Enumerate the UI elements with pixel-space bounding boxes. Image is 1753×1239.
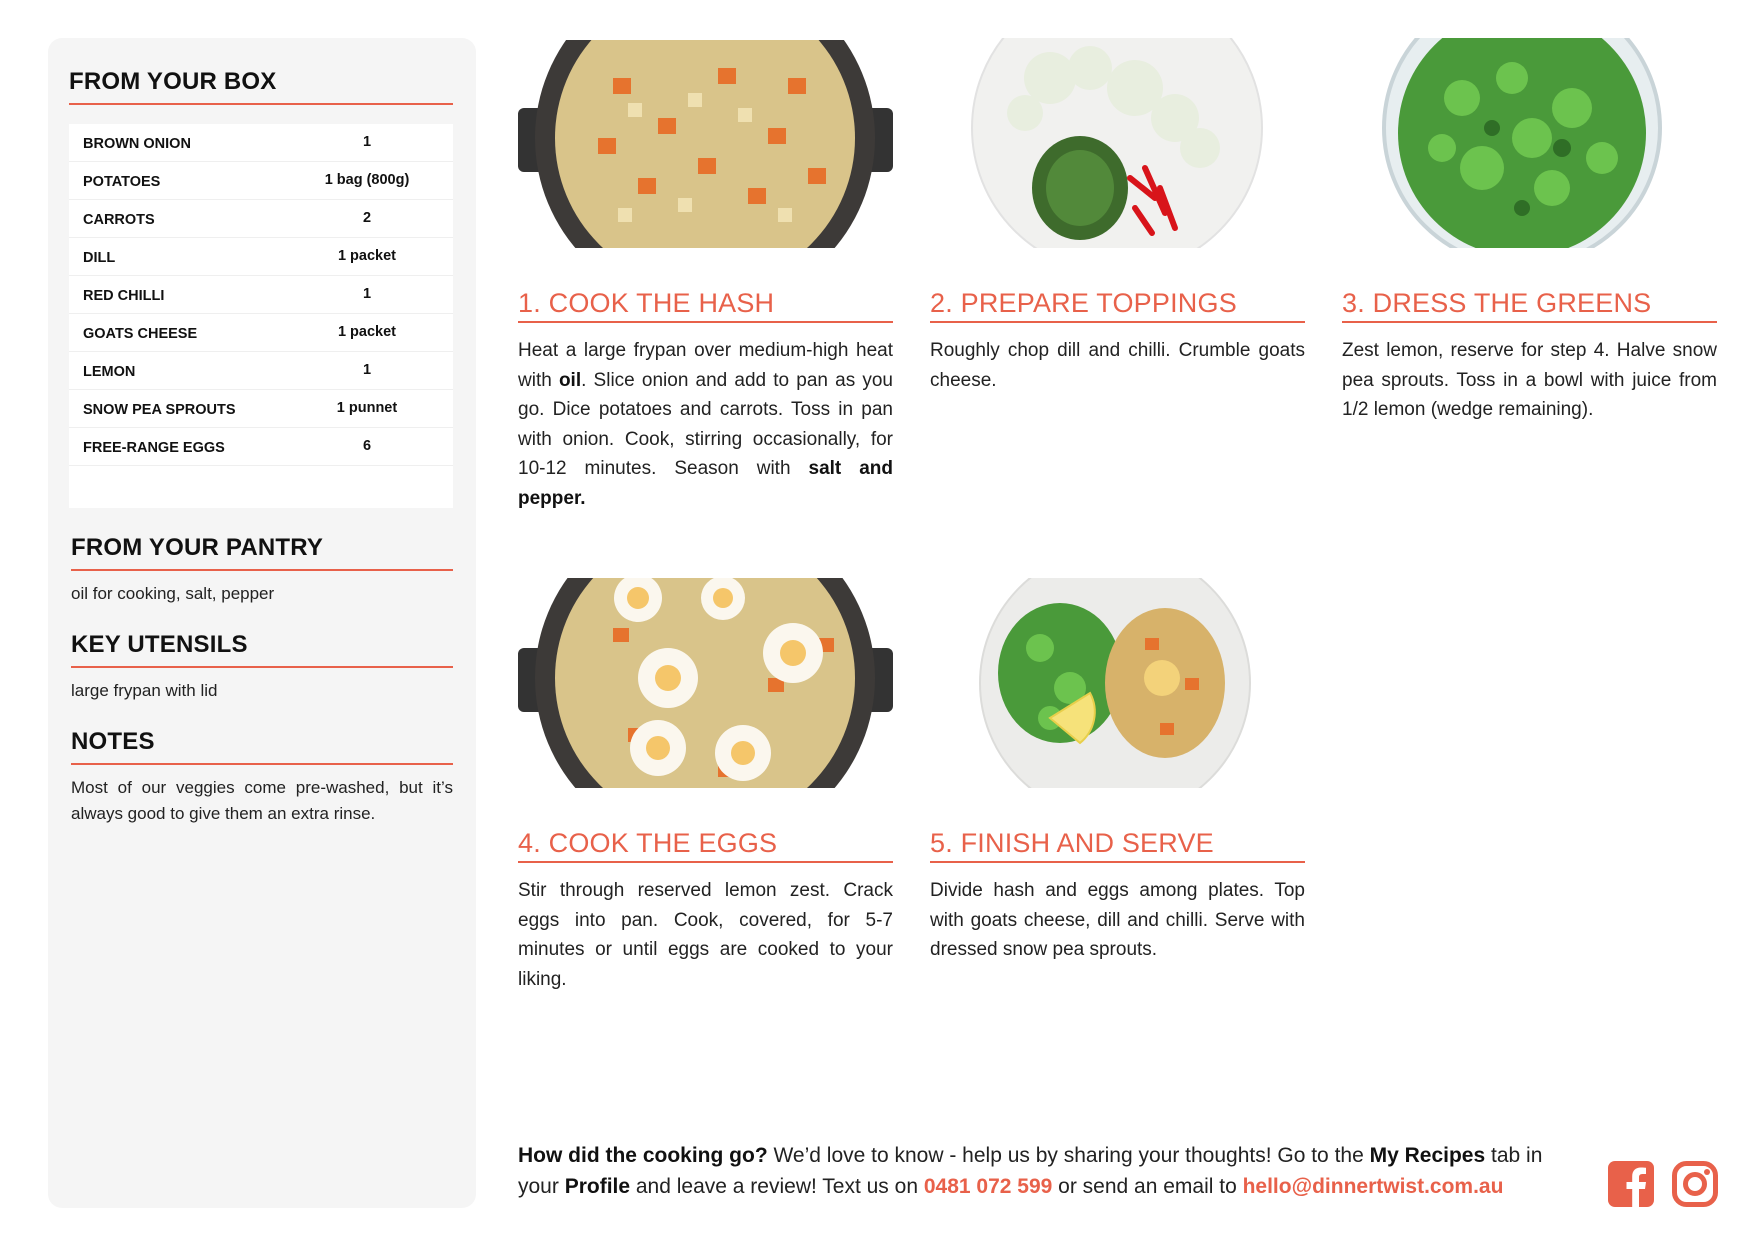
ingredient-qty: 1 xyxy=(362,286,372,302)
step-4-photo xyxy=(518,578,893,788)
step-text-run: Heat a large frypan over medium-high heat with xyxy=(518,340,893,391)
step-1-title: 1. COOK THE HASH xyxy=(518,288,775,318)
step-text-run: oil xyxy=(558,369,582,391)
utensils-text: large frypan with lid xyxy=(71,681,218,700)
ingredients-table xyxy=(69,124,453,508)
ingredient-qty: 1 bag (800g) xyxy=(324,172,410,188)
ingredient-name: CARROTS xyxy=(83,212,155,228)
step-3-title: 3. DRESS THE GREENS xyxy=(1342,288,1652,318)
ingredient-row xyxy=(69,352,453,390)
ingredients-sidebar xyxy=(48,38,476,1208)
from-your-pantry-title: FROM YOUR PANTRY xyxy=(71,534,324,561)
ingredient-name: SNOW PEA SPROUTS xyxy=(83,402,236,418)
ingredient-row xyxy=(69,124,453,162)
step-3-body xyxy=(1342,336,1717,425)
ingredient-name: FREE-RANGE EGGS xyxy=(83,440,225,456)
step-2-title: 2. PREPARE TOPPINGS xyxy=(930,288,1237,318)
footer-text-run: or send an email to xyxy=(1052,1175,1243,1198)
step-divider xyxy=(930,861,1305,863)
section-divider xyxy=(69,103,453,105)
ingredient-row xyxy=(69,428,453,466)
ingredient-name: LEMON xyxy=(83,364,136,380)
step-text-run: Divide hash and eggs among plates. Top with goats cheese, dill and chilli. Serve with dressed snow pea sprouts. xyxy=(930,880,1305,960)
served-plate-image xyxy=(930,578,1305,788)
ingredient-row xyxy=(69,390,453,428)
step-5-title: 5. FINISH AND SERVE xyxy=(930,828,1214,858)
ingredient-name: BROWN ONION xyxy=(83,136,191,152)
step-5-photo xyxy=(930,578,1305,788)
step-3 xyxy=(1342,38,1717,518)
ingredient-qty: 1 punnet xyxy=(336,400,398,416)
step-text-run: . Slice onion and add to pan as you go. Dice potatoes and carrots. Toss in pan with onion. Cook, stirring occasionally, for 10-12 minutes. Season with xyxy=(518,369,893,479)
instagram-icon[interactable] xyxy=(1672,1161,1718,1207)
toppings-plate-image xyxy=(930,38,1305,248)
step-text-run: Stir through reserved lemon zest. Crack eggs into pan. Cook, covered, for 5-7 minutes or until eggs are cooked to your liking. xyxy=(518,880,893,990)
ingredient-row xyxy=(69,314,453,352)
step-divider xyxy=(930,321,1305,323)
step-3-photo xyxy=(1342,38,1717,248)
contact-link[interactable]: 0481 072 599 xyxy=(923,1175,1053,1198)
ingredient-name: GOATS CHEESE xyxy=(83,326,198,342)
ingredient-name: POTATOES xyxy=(83,174,161,190)
step-2-body xyxy=(930,336,1305,395)
ingredient-row xyxy=(69,238,453,276)
step-divider xyxy=(518,861,893,863)
step-1 xyxy=(518,38,893,518)
section-divider xyxy=(71,666,453,668)
pantry-text: oil for cooking, salt, pepper xyxy=(71,584,275,603)
step-divider xyxy=(1342,321,1717,323)
footer-text-run: and leave a review! Text us on xyxy=(630,1175,924,1198)
ingredient-qty: 1 packet xyxy=(337,248,397,264)
step-1-body xyxy=(518,336,893,513)
ingredient-row xyxy=(69,162,453,200)
footer-text-run: tab in your xyxy=(518,1144,1543,1198)
footer-text-run: We’d love to know - help us by sharing your thoughts! Go to the xyxy=(767,1144,1370,1167)
footer-text-run: Profile xyxy=(564,1175,631,1198)
section-divider xyxy=(71,763,453,765)
ingredient-row xyxy=(69,200,453,238)
step-divider xyxy=(518,321,893,323)
step-text-run: Zest lemon, reserve for step 4. Halve snow pea sprouts. Toss in a bowl with juice from 1/2 lemon (wedge remaining). xyxy=(1342,340,1717,420)
step-2-photo xyxy=(930,38,1305,248)
footer-text-run: How did the cooking go? xyxy=(518,1144,768,1167)
ingredient-name: RED CHILLI xyxy=(83,288,165,304)
ingredient-qty: 1 xyxy=(362,362,372,378)
from-your-box-title: FROM YOUR BOX xyxy=(69,68,277,95)
frypan-hash-image xyxy=(518,38,893,248)
footer-text-run: My Recipes xyxy=(1369,1144,1486,1167)
frypan-eggs-image xyxy=(518,578,893,788)
facebook-icon[interactable] xyxy=(1608,1161,1654,1207)
step-text-run: salt and pepper. xyxy=(518,458,893,509)
notes-text: Most of our veggies come pre-washed, but it’s always good to give them an extra rinse. xyxy=(71,778,453,823)
ingredient-qty: 1 xyxy=(362,134,372,150)
step-4 xyxy=(518,578,893,1018)
ingredient-qty: 6 xyxy=(362,438,372,454)
step-text-run: Roughly chop dill and chilli. Crumble goats cheese. xyxy=(930,340,1305,391)
feedback-message xyxy=(518,1140,1578,1202)
step-4-title: 4. COOK THE EGGS xyxy=(518,828,778,858)
key-utensils-title: KEY UTENSILS xyxy=(71,631,248,658)
greens-bowl-image xyxy=(1342,38,1717,248)
step-2 xyxy=(930,38,1305,518)
step-1-photo xyxy=(518,38,893,248)
section-divider xyxy=(71,569,453,571)
ingredient-qty: 1 packet xyxy=(337,324,397,340)
ingredient-row xyxy=(69,276,453,314)
notes-title: NOTES xyxy=(71,728,155,755)
contact-link[interactable]: hello@dinnertwist.com.au xyxy=(1242,1175,1504,1198)
ingredient-name: DILL xyxy=(83,250,116,266)
step-5 xyxy=(930,578,1305,1018)
step-5-body xyxy=(930,876,1305,965)
step-4-body xyxy=(518,876,893,994)
ingredient-qty: 2 xyxy=(362,210,372,226)
